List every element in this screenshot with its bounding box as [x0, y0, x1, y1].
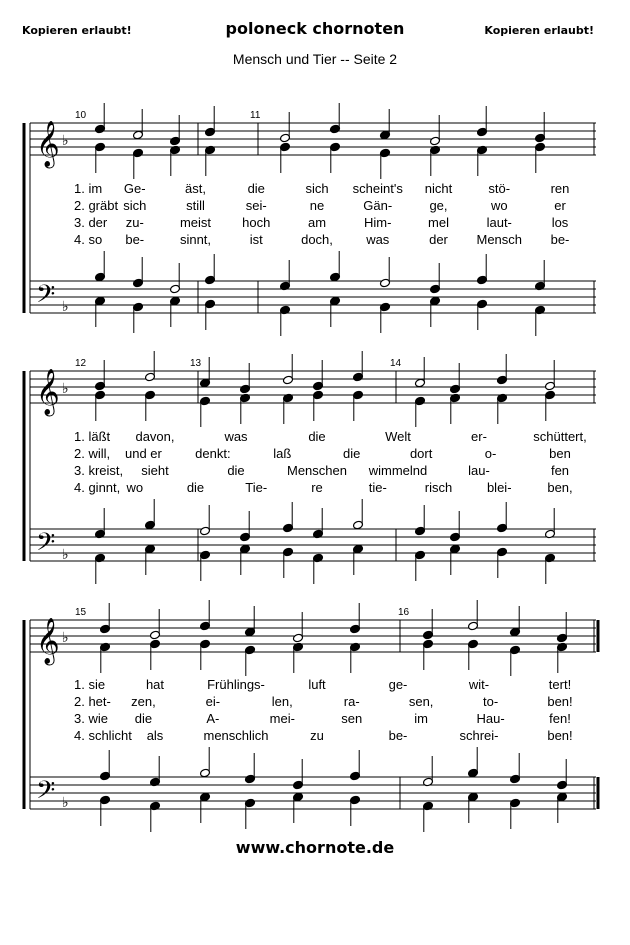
lyric-syllable: Tie-	[245, 480, 268, 495]
lyric-syllable: wimmelnd	[368, 463, 428, 478]
bass-staff	[30, 529, 596, 561]
bass-clef-icon: 𝄢	[36, 281, 56, 314]
alto-note	[477, 145, 488, 176]
soprano-note	[450, 363, 461, 394]
alto-note	[497, 393, 508, 424]
lyric-syllable: wit-	[468, 677, 490, 692]
lyric-syllable: tert!	[548, 677, 572, 692]
soprano-note	[313, 360, 324, 391]
lyric-syllable: 3. der	[74, 215, 108, 230]
soprano-note	[95, 103, 106, 134]
bass-note	[240, 544, 251, 575]
alto-note	[415, 396, 426, 427]
lyric-syllable: wo	[490, 198, 508, 213]
treble-staff	[30, 123, 596, 155]
soprano-note	[353, 351, 364, 382]
lyric-syllable: äst,	[185, 181, 206, 196]
lyric-syllable: denkt:	[195, 446, 231, 461]
lyric-syllable: 4. ginnt,	[74, 480, 121, 495]
tenor-note	[145, 499, 156, 530]
bass-note	[557, 792, 568, 823]
soprano-note	[240, 363, 251, 394]
soprano-note	[170, 115, 181, 146]
tenor-note	[205, 254, 216, 285]
bass-clef-icon: 𝄢	[36, 777, 56, 810]
bass-note	[350, 795, 361, 826]
alto-note	[313, 390, 324, 421]
lyric-syllable: sich	[123, 198, 147, 213]
lyric-syllable: sinnt,	[179, 232, 212, 247]
treble-clef-icon: 𝄞	[36, 122, 60, 166]
lyric-syllable: stö-	[488, 181, 511, 196]
lyric-syllable: am	[307, 215, 327, 230]
alto-note	[133, 148, 144, 179]
lyric-syllable: zu	[310, 728, 324, 743]
lyric-syllable: 2. will,	[74, 446, 111, 461]
measure-number: 10	[75, 110, 87, 121]
soprano-note	[423, 609, 434, 640]
bass-note	[283, 547, 294, 578]
lyric-syllable: A-	[206, 711, 220, 726]
lyric-syllable: Welt	[385, 429, 411, 444]
lyric-syllable: zu-	[125, 215, 144, 230]
soprano-note	[200, 600, 211, 631]
key-signature-flat-icon: ♭	[62, 794, 69, 810]
lyric-syllable: doch,	[301, 232, 333, 247]
tenor-note	[293, 759, 304, 790]
tenor-note	[535, 260, 546, 291]
lyric-syllable: und er	[124, 446, 162, 461]
tenor-note	[423, 756, 434, 787]
soprano-note	[557, 612, 568, 643]
lyric-syllable: ei-	[205, 694, 221, 709]
lyric-syllable: 1. läßt	[74, 429, 111, 444]
lyric-syllable: mei-	[269, 711, 295, 726]
lyric-syllable: fen!	[549, 711, 571, 726]
tenor-note	[245, 753, 256, 784]
alto-note	[283, 393, 294, 424]
lyric-syllable: Hau-	[476, 711, 505, 726]
key-signature-flat-icon: ♭	[62, 132, 69, 148]
alto-note	[145, 390, 156, 421]
lyric-syllable: re	[311, 480, 323, 495]
key-signature-flat-icon: ♭	[62, 298, 69, 314]
page-title: poloneck chornoten	[225, 19, 405, 38]
soprano-note	[350, 603, 361, 634]
measure-number: 16	[398, 607, 410, 618]
bass-note	[353, 544, 364, 575]
bass-staff	[30, 281, 596, 313]
alto-note	[510, 645, 521, 676]
lyric-syllable: der	[429, 232, 448, 247]
bass-note	[280, 305, 291, 336]
copy-permission-note-right: Kopieren erlaubt!	[484, 24, 594, 37]
bass-note	[330, 296, 341, 327]
lyric-syllable: ren	[550, 181, 570, 196]
soprano-note	[430, 115, 441, 146]
bass-note	[477, 299, 488, 330]
bass-note	[95, 296, 106, 327]
lyric-syllable: schrei-	[459, 728, 499, 743]
tenor-note	[510, 753, 521, 784]
tenor-note	[170, 263, 181, 294]
alto-note	[353, 390, 364, 421]
alto-note	[330, 142, 341, 173]
tenor-note	[477, 254, 488, 285]
lyric-syllable: 2. het-	[74, 694, 111, 709]
bass-note	[545, 553, 556, 584]
lyric-syllable: los	[551, 215, 569, 230]
soprano-note	[477, 106, 488, 137]
soprano-note	[150, 609, 161, 640]
lyric-syllable: was	[366, 232, 390, 247]
footer-url: www.chornote.de	[235, 838, 395, 857]
tenor-note	[95, 508, 106, 539]
tenor-note	[283, 502, 294, 533]
lyric-syllable: die	[186, 480, 205, 495]
tenor-note	[150, 756, 161, 787]
tenor-note	[557, 759, 568, 790]
lyric-syllable: ben,	[547, 480, 573, 495]
tenor-note	[330, 251, 341, 282]
alto-note	[380, 148, 391, 179]
alto-note	[95, 142, 106, 173]
copy-permission-note-left: Kopieren erlaubt!	[22, 24, 132, 37]
alto-note	[535, 142, 546, 173]
bass-note	[423, 801, 434, 832]
soprano-note	[535, 112, 546, 143]
alto-note	[200, 396, 211, 427]
lyric-syllable: laut-	[486, 215, 512, 230]
alto-note	[293, 642, 304, 673]
alto-note	[205, 145, 216, 176]
lyric-syllable: Frühlings-	[207, 677, 265, 692]
tenor-note	[200, 747, 211, 778]
lyric-syllable: luft	[308, 677, 326, 692]
bass-note	[95, 553, 106, 584]
lyric-syllable: nicht	[424, 181, 453, 196]
lyric-syllable: die	[308, 429, 326, 444]
treble-clef-icon: 𝄞	[36, 619, 60, 663]
lyric-syllable: hat	[145, 677, 165, 692]
alto-note	[450, 393, 461, 424]
bass-note	[205, 299, 216, 330]
lyric-syllable: meist	[179, 215, 212, 230]
alto-note	[100, 642, 111, 673]
lyric-syllable: 3. wie	[74, 711, 108, 726]
lyric-syllable: davon,	[135, 429, 175, 444]
lyric-syllable: to-	[482, 694, 499, 709]
key-signature-flat-icon: ♭	[62, 380, 69, 396]
bass-note	[200, 792, 211, 823]
bass-note	[293, 792, 304, 823]
alto-note	[350, 642, 361, 673]
lyric-syllable: Menschen	[287, 463, 347, 478]
tenor-note	[468, 747, 479, 778]
tenor-note	[240, 511, 251, 542]
lyric-syllable: menschlich	[203, 728, 269, 743]
page-subtitle: Mensch und Tier -- Seite 2	[232, 51, 398, 67]
soprano-note	[145, 351, 156, 382]
lyric-syllable: blei-	[486, 480, 512, 495]
alto-note	[245, 645, 256, 676]
bass-note	[133, 302, 144, 333]
lyric-syllable: sen	[341, 711, 363, 726]
bass-note	[150, 801, 161, 832]
lyric-syllable: be-	[388, 728, 408, 743]
lyric-syllable: 3. kreist,	[74, 463, 124, 478]
bass-note	[313, 553, 324, 584]
lyric-syllable: sieht	[141, 463, 169, 478]
lyric-syllable: still	[186, 198, 205, 213]
bass-note	[415, 550, 426, 581]
lyric-syllable: im	[414, 711, 429, 726]
bass-note	[245, 798, 256, 829]
key-signature-flat-icon: ♭	[62, 629, 69, 645]
lyric-syllable: sei-	[245, 198, 267, 213]
soprano-note	[200, 357, 211, 388]
alto-note	[468, 639, 479, 670]
lyric-syllable: o-	[484, 446, 497, 461]
soprano-note	[330, 103, 341, 134]
tenor-note	[100, 750, 111, 781]
tenor-note	[545, 508, 556, 539]
measure-number: 12	[75, 358, 87, 369]
lyric-syllable: be-	[125, 232, 145, 247]
lyric-syllable: sich	[305, 181, 329, 196]
lyric-syllable: ne	[309, 198, 325, 213]
soprano-note	[95, 360, 106, 391]
soprano-note	[133, 109, 144, 140]
lyric-syllable: risch	[424, 480, 453, 495]
lyric-syllable: ben!	[547, 694, 573, 709]
bass-clef-icon: 𝄢	[36, 529, 56, 562]
lyric-syllable: fen	[550, 463, 570, 478]
music-system-2	[24, 358, 594, 562]
alto-note	[95, 390, 106, 421]
tenor-note	[313, 508, 324, 539]
alto-note	[240, 393, 251, 424]
bass-note	[200, 550, 211, 581]
soprano-note	[415, 357, 426, 388]
lyric-syllable: zen,	[131, 694, 156, 709]
lyric-syllable: Mensch	[476, 232, 523, 247]
lyric-syllable: Ge-	[123, 181, 146, 196]
soprano-note	[510, 606, 521, 637]
tenor-note	[497, 502, 508, 533]
lyric-syllable: wo	[126, 480, 144, 495]
lyric-syllable: mel	[428, 215, 449, 230]
soprano-note	[205, 106, 216, 137]
soprano-note	[293, 612, 304, 643]
lyric-syllable: die	[343, 446, 361, 461]
soprano-note	[545, 360, 556, 391]
measure-number: 15	[75, 607, 87, 618]
lyric-syllable: schüttert,	[533, 429, 587, 444]
bass-note	[380, 302, 391, 333]
tenor-note	[430, 263, 441, 294]
measure-number: 13	[190, 358, 202, 369]
soprano-note	[497, 354, 508, 385]
lyric-syllable: 1. im	[74, 181, 103, 196]
bass-note	[430, 296, 441, 327]
treble-clef-icon: 𝄞	[36, 370, 60, 414]
bass-note	[450, 544, 461, 575]
lyric-syllable: 4. schlicht	[74, 728, 132, 743]
lyric-syllable: 2. gräbt	[74, 198, 119, 213]
lyric-syllable: Gän-	[363, 198, 393, 213]
soprano-note	[100, 603, 111, 634]
soprano-note	[283, 354, 294, 385]
lyric-syllable: die	[247, 181, 265, 196]
alto-note	[423, 639, 434, 670]
lyric-syllable: Him-	[364, 215, 392, 230]
lyric-syllable: er	[554, 198, 566, 213]
measure-number: 11	[250, 110, 261, 121]
lyric-syllable: ge,	[429, 198, 448, 213]
key-signature-flat-icon: ♭	[62, 546, 69, 562]
soprano-note	[468, 600, 479, 631]
lyric-syllable: laß	[273, 446, 292, 461]
lyric-syllable: ben!	[547, 728, 573, 743]
tenor-note	[200, 505, 211, 536]
alto-note	[545, 390, 556, 421]
bass-note	[170, 296, 181, 327]
lyric-syllable: die	[134, 711, 153, 726]
lyric-syllable: er-	[471, 429, 487, 444]
lyric-syllable: hoch	[242, 215, 271, 230]
soprano-note	[380, 109, 391, 140]
alto-note	[557, 642, 568, 673]
tenor-note	[280, 260, 291, 291]
lyric-syllable: als	[146, 728, 164, 743]
lyric-syllable: ra-	[343, 694, 360, 709]
alto-note	[170, 145, 181, 176]
lyric-syllable: 4. so	[74, 232, 103, 247]
soprano-note	[245, 606, 256, 637]
lyric-syllable: be-	[550, 232, 570, 247]
tenor-note	[380, 257, 391, 288]
soprano-note	[280, 112, 291, 143]
alto-note	[200, 639, 211, 670]
bass-note	[145, 544, 156, 575]
bass-note	[535, 305, 546, 336]
bass-note	[100, 795, 111, 826]
tenor-note	[353, 499, 364, 530]
tenor-note	[450, 511, 461, 542]
lyric-syllable: 1. sie	[74, 677, 106, 692]
lyric-syllable: sen,	[408, 694, 434, 709]
lyric-syllable: die	[227, 463, 245, 478]
bass-note	[510, 798, 521, 829]
alto-note	[150, 639, 161, 670]
lyric-syllable: len,	[271, 694, 293, 709]
lyric-syllable: ge-	[388, 677, 408, 692]
treble-staff	[30, 620, 596, 652]
tenor-note	[350, 750, 361, 781]
lyric-syllable: dort	[409, 446, 433, 461]
lyric-syllable: scheint's	[352, 181, 403, 196]
alto-note	[430, 145, 441, 176]
bass-note	[497, 547, 508, 578]
lyric-syllable: was	[224, 429, 248, 444]
lyric-syllable: ben	[549, 446, 571, 461]
alto-note	[280, 142, 291, 173]
tenor-note	[133, 257, 144, 288]
music-system-1	[24, 110, 594, 314]
lyric-syllable: lau-	[468, 463, 490, 478]
lyric-syllable: tie-	[368, 480, 387, 495]
measure-number: 14	[390, 358, 402, 369]
tenor-note	[415, 505, 426, 536]
lyric-syllable: ist	[249, 232, 263, 247]
bass-note	[468, 792, 479, 823]
tenor-note	[95, 251, 106, 282]
